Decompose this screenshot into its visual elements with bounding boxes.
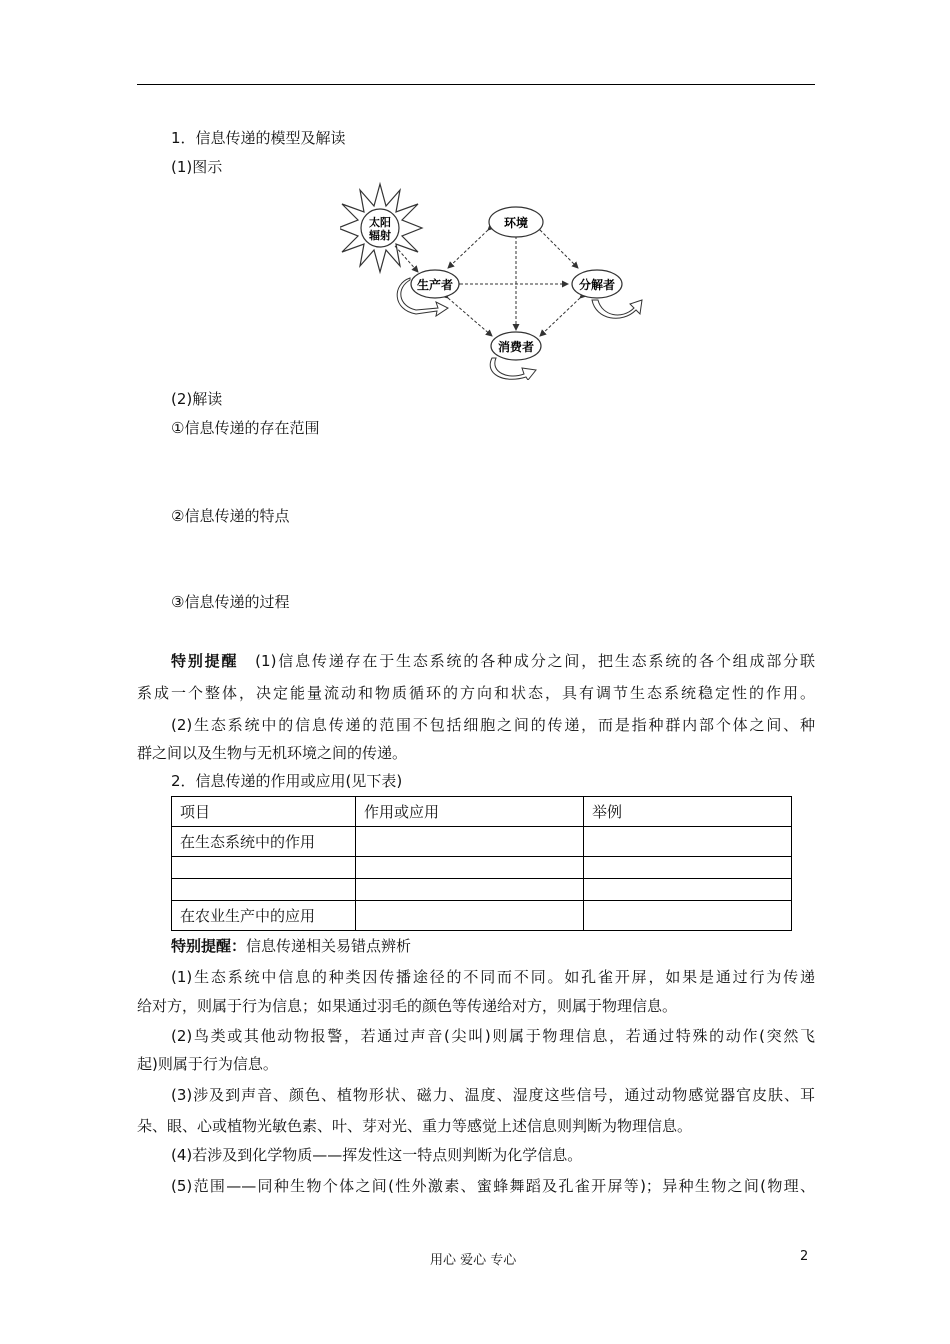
reminder2-line: 起)则属于行为信息。	[137, 1055, 278, 1073]
decomposer-label: 分解者	[578, 278, 616, 292]
section1-sub1: (1)图示	[171, 158, 223, 176]
table-cell	[356, 857, 584, 879]
reminder1-text1: (1)信息传递存在于生态系统的各种成分之间，把生态系统的各个组成部分联	[255, 652, 815, 670]
reminder2-label: 特别提醒：	[171, 937, 247, 955]
relation-arrows	[448, 230, 580, 336]
info-table	[171, 796, 792, 931]
table-row	[172, 827, 792, 857]
sun-icon	[340, 184, 422, 272]
table-header-example: 举例	[584, 797, 792, 827]
reminder1-line1	[137, 651, 815, 671]
sun-label-1: 太阳	[369, 216, 391, 229]
reminder2-line: (5)范围——同种生物个体之间(性外激素、蜜蜂舞蹈及孔雀开屏等)；异种生物之间(物理、	[171, 1177, 815, 1195]
sun-label-2: 辐射	[369, 229, 391, 242]
footer-motto: 用心 爱心 专心	[430, 1253, 517, 1268]
reminder2-line: (4)若涉及到化学物质——挥发性这一特点则判断为化学信息。	[171, 1146, 583, 1164]
table-row	[172, 879, 792, 901]
section2-heading: 2．信息传递的作用或应用(见下表)	[171, 772, 403, 790]
producer-label: 生产者	[416, 278, 454, 292]
table-header-function: 作用或应用	[356, 797, 584, 827]
environment-label: 环境	[503, 216, 529, 230]
section1-sub2: (2)解读	[171, 390, 223, 408]
reminder2-line: (1)生态系统中信息的种类因传播途径的不同而不同。如孔雀开屏，如果是通过行为传递	[171, 968, 815, 986]
reminder1-label: 特别提醒	[171, 652, 239, 670]
table-header-item: 项目	[172, 797, 356, 827]
table-row	[172, 857, 792, 879]
table-cell	[172, 879, 356, 901]
reminder2-line: 给对方，则属于行为信息；如果通过羽毛的颜色等传递给对方，则属于物理信息。	[137, 997, 678, 1015]
table-cell	[356, 901, 584, 931]
table-header-row	[172, 797, 792, 827]
consumer-label: 消费者	[497, 340, 535, 354]
table-cell	[584, 879, 792, 901]
reminder2-title: 信息传递相关易错点辨析	[246, 937, 412, 955]
table-cell	[584, 901, 792, 931]
table-cell	[356, 827, 584, 857]
reminder1-line2: 系成一个整体，决定能量流动和物质循环的方向和状态，具有调节生态系统稳定性的作用。	[137, 684, 815, 702]
reminder2-line: (3)涉及到声音、颜色、植物形状、磁力、温度、湿度这些信号，通过动物感觉器官皮肤、耳	[171, 1086, 815, 1104]
table-cell: 在生态系统中的作用	[172, 827, 356, 857]
item-feature: ②信息传递的特点	[171, 507, 290, 525]
item-process: ③信息传递的过程	[171, 593, 290, 611]
reminder1-line3: (2)生态系统中的信息传递的范围不包括细胞之间的传递，而是指种群内部个体之间、种	[171, 716, 815, 734]
information-transfer-diagram	[340, 180, 660, 380]
table-cell	[172, 857, 356, 879]
section1-heading: 1．信息传递的模型及解读	[171, 129, 346, 147]
page-number: 2	[800, 1249, 809, 1264]
table-cell	[584, 827, 792, 857]
table-cell	[356, 879, 584, 901]
reminder2-heading	[171, 936, 411, 956]
reminder2-line: (2)鸟类或其他动物报警，若通过声音(尖叫)则属于物理信息，若通过特殊的动作(突然飞	[171, 1027, 815, 1045]
table-row	[172, 901, 792, 931]
item-scope: ①信息传递的存在范围	[171, 419, 320, 437]
reminder1-line4: 群之间以及生物与无机环境之间的传递。	[137, 744, 408, 762]
table-cell	[584, 857, 792, 879]
table-cell: 在农业生产中的应用	[172, 901, 356, 931]
reminder2-line: 朵、眼、心或植物光敏色素、叶、芽对光、重力等感觉上述信息则判断为物理信息。	[137, 1117, 693, 1135]
header-rule	[137, 84, 815, 85]
